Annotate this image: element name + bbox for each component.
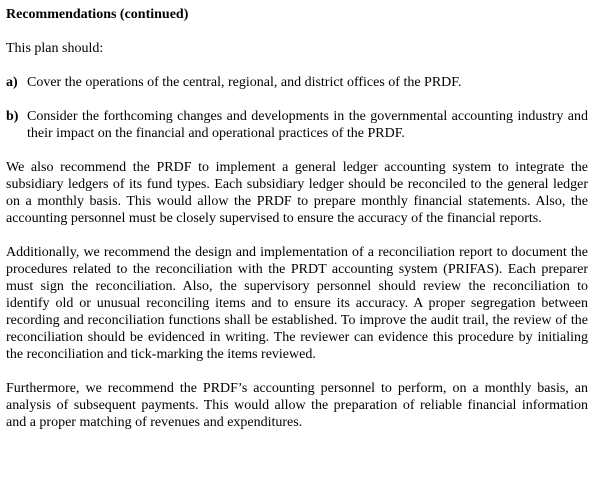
list-item-text: Consider the forthcoming changes and developments in the governmental accounting industry and their impact on the financial and operational practices of the PRDF. [27, 109, 588, 141]
paragraph-general-ledger: We also recommend the PRDF to implement a general ledger accounting system to integrate the subsidiary ledgers of its fund types. Each subsidiary ledger should be reconciled to the general ledger on a monthly basis. This would allow the PRDF to prepare monthly financial statements. Also, the accounting personnel must be closely supervised to ensure the accuracy of the financial reports. [6, 160, 588, 226]
list-marker: a) [6, 75, 18, 90]
list-item [6, 108, 588, 142]
paragraph-reconciliation: Additionally, we recommend the design and implementation of a reconciliation report to document the procedures related to the reconciliation with the PRDT accounting system (PRIFAS). Each preparer must sign the reconciliation. Also, the supervisory personnel should review the reconciliation to identify old or unusual reconciling items and to ensure its accuracy. A proper segregation between recording and reconciliation functions shall be established. To improve the audit trail, the review of the reconciliation should be evidenced in writing. The reviewer can evidence this procedure by initialing the reconciliation and tick-marking the items reviewed. [6, 245, 588, 362]
list-marker: b) [6, 109, 19, 124]
intro-text: This plan should: [6, 41, 104, 56]
paragraph-subsequent-payments: Furthermore, we recommend the PRDF’s accounting personnel to perform, on a monthly basis, an analysis of subsequent payments. This would allow the preparation of reliable financial information and a proper matching of revenues and expenditures. [6, 381, 588, 430]
document-page [6, 6, 588, 431]
list-item [6, 74, 588, 91]
list-item-text: Cover the operations of the central, regional, and district offices of the PRDF. [27, 75, 462, 90]
section-heading: Recommendations (continued) [6, 7, 189, 22]
